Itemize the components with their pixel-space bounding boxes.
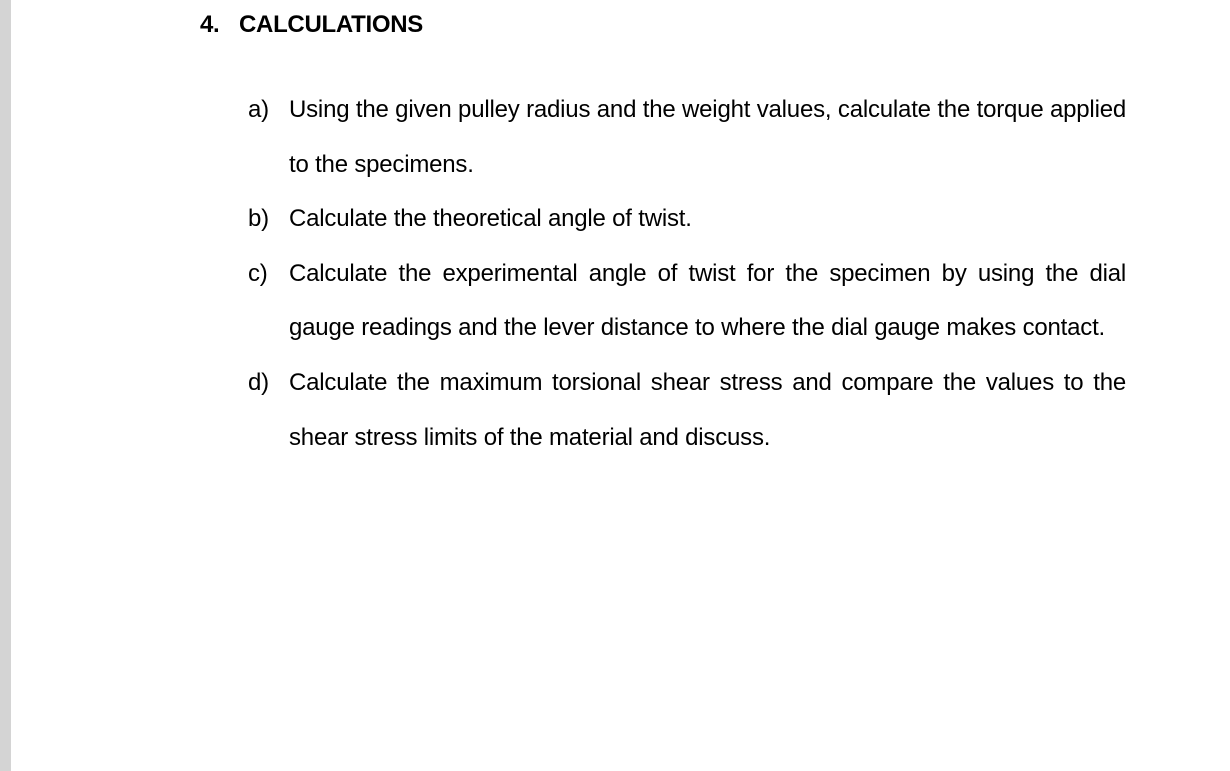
document-page (11, 0, 1230, 771)
list-item (248, 247, 1126, 356)
list-item-text: Calculate the experimental angle of twist for the specimen by using the dial gauge readings and the lever distance to where the dial gauge makes contact. (289, 259, 1126, 342)
list-item-marker: a) (248, 96, 269, 123)
list-item (248, 356, 1126, 465)
calculation-list (248, 83, 1126, 465)
list-item (248, 83, 1126, 192)
section-heading (200, 9, 423, 41)
list-item-marker: b) (248, 205, 269, 233)
list-item-text: Using the given pulley radius and the weight values, calculate the torque applied to the specimens. (289, 96, 1126, 178)
list-item-text: Calculate the theoretical angle of twist. (289, 205, 692, 233)
list-item-marker: c) (248, 259, 268, 287)
list-item-marker: d) (248, 368, 269, 396)
list-item (248, 192, 1126, 247)
section-number: 4. (200, 11, 220, 38)
section-title: CALCULATIONS (239, 11, 423, 38)
list-item-text: Calculate the maximum torsional shear stress and compare the values to the shear stress limits of the material and discuss. (289, 368, 1126, 451)
